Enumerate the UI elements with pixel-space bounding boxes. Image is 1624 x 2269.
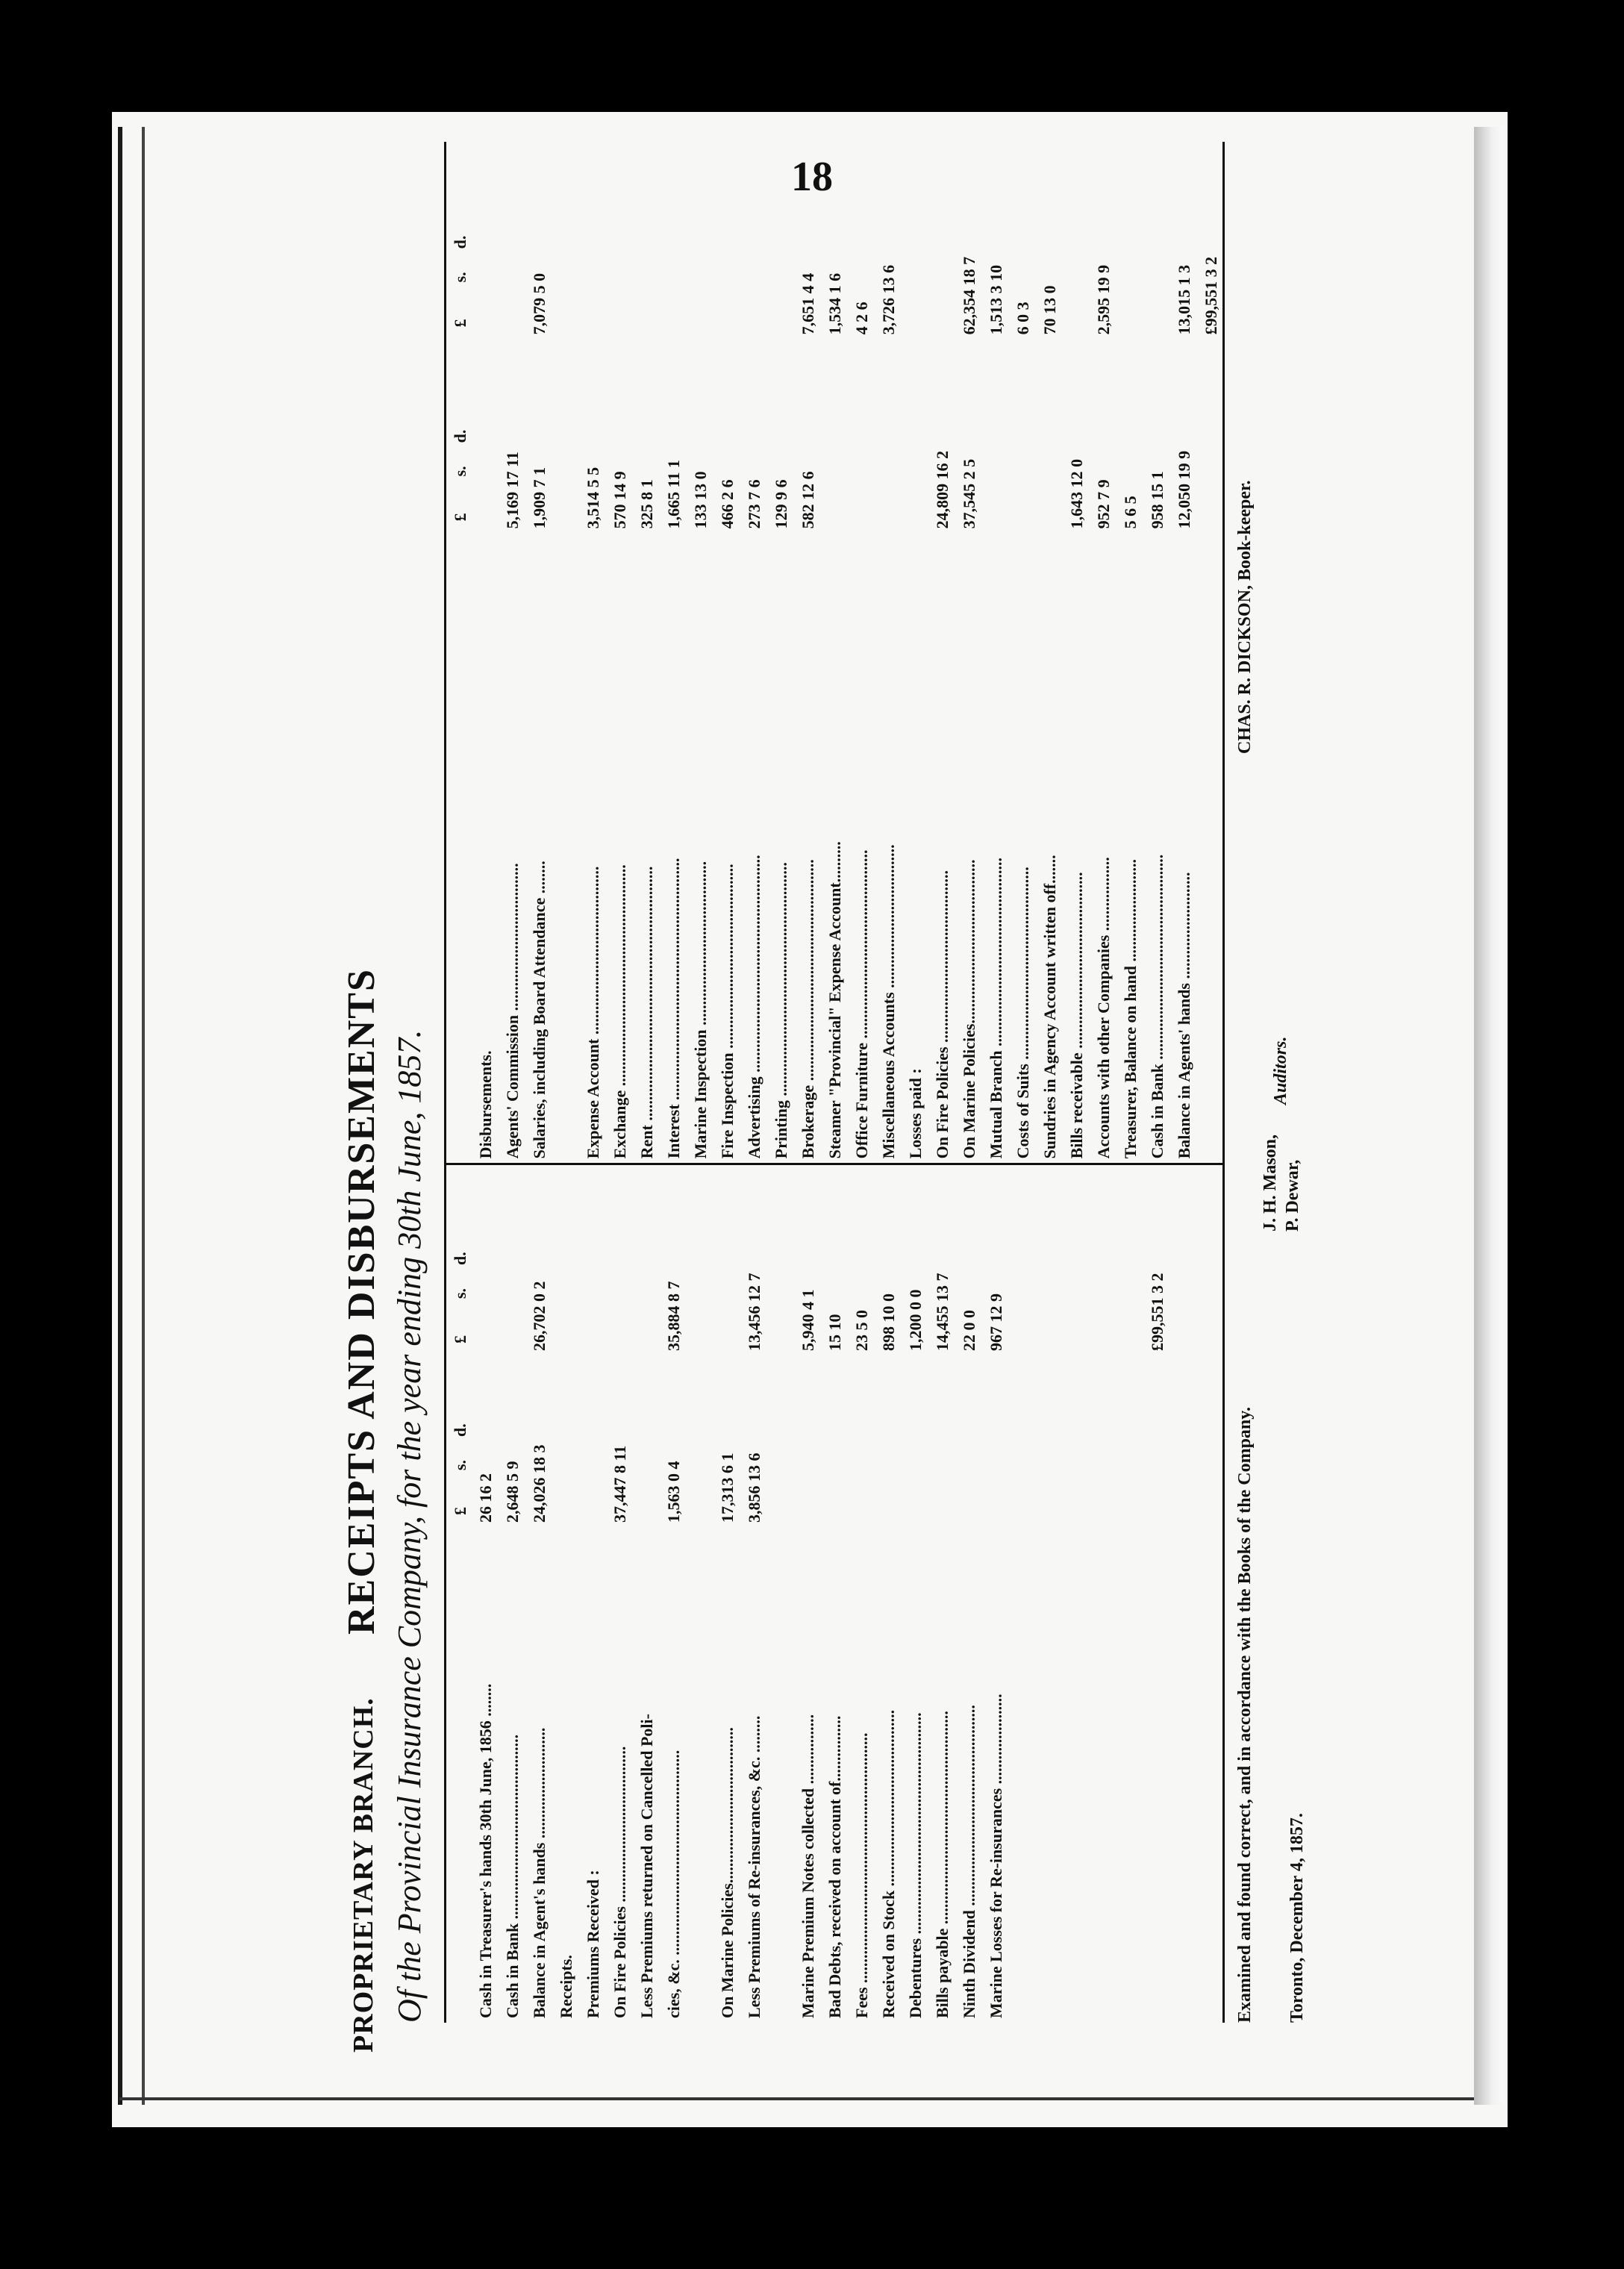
ledger-row [1094, 142, 1116, 1163]
ledger-row [799, 142, 821, 1163]
row-label: Marine Premium Notes collected ................. [799, 1714, 817, 2018]
ledger-row [1121, 142, 1143, 1163]
ledger-row [772, 1165, 794, 2023]
row-label: Mutual Branch .............................................. [987, 858, 1005, 1159]
amount-inner: 952 7 9 [1094, 479, 1113, 529]
row-label: Accounts with other Companies .................. [1094, 857, 1113, 1159]
row-label: cies, &c. .................................................. [664, 1750, 683, 2018]
amount-inner: 129 9 6 [772, 479, 790, 529]
ledger-row [960, 142, 982, 1163]
auditor-dewar: P. Dewar, [1283, 1159, 1302, 1232]
ledger-row [530, 1165, 552, 2023]
amount-total: 2,595 19 9 [1094, 264, 1113, 335]
amount-total: 5,940 4 1 [799, 1289, 817, 1351]
column-heading: £ [451, 1335, 469, 1343]
row-label: Steamer "Provincial" Expense Account.......... [825, 841, 844, 1159]
row-label: Rent .............................................................. [637, 866, 656, 1159]
row-label: Cash in Bank ............................................. [503, 1734, 522, 2018]
ledger-row [879, 142, 902, 1163]
row-label: Received on Stock ........................................... [879, 1709, 898, 2018]
amount-inner: 582 12 6 [799, 471, 817, 529]
ledger-row [987, 1165, 1009, 2023]
column-heading: d. [451, 429, 469, 443]
row-label: Balance in Agent's hands ........................... [530, 1727, 549, 2018]
amount-inner: 570 14 9 [610, 471, 629, 529]
row-label: Miscellaneous Accounts ................................... [879, 844, 898, 1159]
amount-total: 967 12 9 [987, 1293, 1005, 1351]
row-label: Agents' Commission .................................... [503, 863, 522, 1159]
row-label: Cash in Bank .................................................. [1148, 854, 1167, 1159]
ledger-row [1175, 142, 1197, 1163]
place-and-date: Toronto, December 4, 1857. [1287, 1813, 1307, 2023]
page-binding-edge [118, 127, 145, 2105]
ledger-row [637, 142, 660, 1163]
amount-total: 898 10 0 [879, 1293, 898, 1351]
ledger-row [610, 142, 633, 1163]
ledger-row [584, 142, 606, 1163]
amount-total: 13,456 12 7 [745, 1273, 763, 1351]
ledger-row [879, 1165, 902, 2023]
ledger-row [637, 1165, 660, 2023]
ledger-row [1148, 1165, 1170, 2023]
amount-total: 7,651 4 4 [799, 272, 817, 335]
ledger-row [530, 142, 552, 1163]
page-number: 18 [791, 154, 833, 200]
amount-inner: 24,026 18 3 [530, 1444, 549, 1523]
ledger-row [852, 142, 875, 1163]
row-label: Treasurer, Balance on hand ......................... [1121, 859, 1140, 1159]
signature-block [1235, 142, 1355, 2023]
ledger-row [1040, 1165, 1063, 2023]
row-label: On Fire Policies ...................................... [610, 1746, 629, 2018]
ledger-row [610, 1165, 633, 2023]
ledger-row [664, 1165, 687, 2023]
statement-title: RECEIPTS AND DISBURSEMENTS [340, 968, 383, 1635]
amount-inner: 273 7 6 [745, 479, 763, 529]
amount-inner: 37,447 8 11 [610, 1445, 629, 1523]
amount-total: 1,200 0 0 [906, 1289, 925, 1351]
amount-inner: 24,809 16 2 [933, 450, 952, 529]
branch-heading: PROPRIETARY BRANCH. [348, 1697, 379, 2053]
receipts-column [446, 1163, 1222, 2023]
row-label: Advertising ..................................................... [745, 855, 763, 1159]
row-label: Bad Debts, received on account of................ [825, 1715, 844, 2018]
row-label: Fees ............................................................. [852, 1732, 871, 2018]
ledger-row [772, 142, 794, 1163]
ledger-row [1067, 1165, 1090, 2023]
row-label: Expense Account ......................................... [584, 866, 602, 1159]
row-label: Marine Losses for Re-insurances ...................... [987, 1694, 1005, 2018]
amount-inner: 17,313 6 1 [718, 1452, 737, 1523]
column-heading: £ [451, 1507, 469, 1515]
amount-inner: 3,856 13 6 [745, 1452, 763, 1523]
amount-inner: 1,643 12 0 [1067, 458, 1086, 529]
statement-subtitle: Of the Provincial Insurance Company, for the year ending 30th June, 1857. [391, 1029, 428, 2023]
ledger-row [745, 142, 767, 1163]
column-heading: d. [451, 235, 469, 249]
amount-inner: 26 16 2 [476, 1473, 495, 1523]
ledger-row [691, 1165, 713, 2023]
ledger-row [584, 1165, 606, 2023]
ledger-row [1202, 142, 1224, 1163]
ledger-row [799, 1165, 821, 2023]
ledger-row [476, 1165, 499, 2023]
ledger-row [852, 1165, 875, 2023]
ledger-row [557, 1165, 579, 2023]
row-label: Bills receivable ........................................... [1067, 872, 1086, 1159]
ledger-row [718, 142, 740, 1163]
amount-inner: 2,648 5 9 [503, 1461, 522, 1523]
row-label: Ninth Dividend ................................................. [960, 1705, 978, 2018]
amount-total: 35,884 8 7 [664, 1281, 683, 1351]
ledger-row [1014, 142, 1036, 1163]
row-label: On Fire Policies .......................................... [933, 870, 952, 1159]
ledger-table [444, 142, 1225, 2023]
row-label: Receipts. [557, 1955, 575, 2018]
row-label: Less Premiums of Re-insurances, &c. ......... [745, 1715, 763, 2018]
amount-total: £99,551 3 2 [1148, 1273, 1167, 1351]
row-label: Fire Inspection ............................................. [718, 864, 737, 1159]
ledger-row [960, 1165, 982, 2023]
column-heading: s. [451, 466, 469, 477]
amount-inner: 466 2 6 [718, 479, 737, 529]
ledger-row [718, 1165, 740, 2023]
ledger-row [933, 142, 955, 1163]
row-label: Office Furniture .............................................. [852, 849, 871, 1159]
row-label: Debentures ...................................................... [906, 1712, 925, 2018]
page-bottom-edge [119, 2097, 1500, 2106]
row-label: Printing ......................................................... [772, 862, 790, 1159]
amount-inner: 133 13 0 [691, 471, 710, 529]
ledger-row [1121, 1165, 1143, 2023]
amount-inner: 37,545 2 5 [960, 458, 978, 529]
amount-total: 6 0 3 [1014, 302, 1032, 335]
auditors-label: Auditors. [1271, 1036, 1290, 1105]
amount-total: 3,726 13 6 [879, 264, 898, 335]
row-label: Disbursements. [476, 1050, 495, 1159]
row-label: Sundries in Agency Account written off....... [1040, 855, 1059, 1159]
row-label: Less Premiums returned on Cancelled Poli- [637, 1714, 656, 2018]
ledger-row [906, 1165, 928, 2023]
amount-inner: 325 8 1 [637, 479, 656, 529]
ledger-row [503, 142, 525, 1163]
amount-total: £99,551 3 2 [1202, 256, 1220, 335]
ledger-row [557, 142, 579, 1163]
row-label: Losses paid : [906, 1068, 925, 1159]
column-heading: £ [451, 319, 469, 328]
column-heading: s. [451, 1459, 469, 1470]
amount-inner: 5,169 17 11 [503, 452, 522, 529]
amount-inner: 958 15 1 [1148, 471, 1167, 529]
column-heading: s. [451, 272, 469, 283]
column-heading: d. [451, 1252, 469, 1265]
auditor-mason: J. H. Mason, [1261, 1134, 1280, 1232]
amount-total: 23 5 0 [852, 1310, 871, 1351]
amount-total: 1,513 3 10 [987, 264, 1005, 335]
amount-total: 13,015 1 3 [1175, 264, 1193, 335]
ledger-row [745, 1165, 767, 2023]
row-label: Marine Inspection ........................................ [691, 861, 710, 1159]
column-heading: s. [451, 1288, 469, 1299]
row-label: Exchange ...................................................... [610, 864, 629, 1159]
column-heading: d. [451, 1423, 469, 1437]
ledger-row [476, 142, 499, 1163]
ledger-row [1067, 142, 1090, 1163]
amount-total: 62,354 18 7 [960, 256, 978, 335]
amount-total: 15 10 [825, 1314, 844, 1351]
page-fold-shadow [1474, 127, 1504, 2105]
ledger-row [1094, 1165, 1116, 2023]
amount-inner: 5 6 5 [1121, 496, 1140, 529]
row-label: Brokerage ...................................................... [799, 859, 817, 1159]
amount-inner: 1,909 7 1 [530, 466, 549, 529]
amount-total: 70 13 0 [1040, 285, 1059, 335]
row-label: Balance in Agents' hands .......................... [1175, 872, 1193, 1159]
ledger-row [1148, 142, 1170, 1163]
amount-inner: 3,514 5 5 [584, 466, 602, 529]
amount-total: 26,702 0 2 [530, 1281, 549, 1351]
ledger-row [1014, 1165, 1036, 2023]
amount-inner: 1,563 0 4 [664, 1461, 683, 1523]
amount-total: 7,079 5 0 [530, 272, 549, 335]
row-label: Cash in Treasurer's hands 30th June, 1856 ........ [476, 1683, 495, 2018]
row-label: Interest ........................................................... [664, 858, 683, 1159]
ledger-row [825, 1165, 848, 2023]
amount-total: 22 0 0 [960, 1310, 978, 1351]
amount-inner: 1,665 11 1 [664, 460, 683, 529]
row-label: On Marine Policies........................................ [960, 859, 978, 1159]
ledger-row [503, 1165, 525, 2023]
column-heading: £ [451, 513, 469, 522]
row-label: Premiums Received : [584, 1870, 602, 2018]
ledger-row [691, 142, 713, 1163]
rotated-statement [340, 127, 1362, 2053]
examined-statement: Examined and found correct, and in accordance with the Books of the Company. [1235, 1407, 1255, 2023]
ledger-row [906, 142, 928, 1163]
disbursements-column [446, 142, 1222, 1163]
row-label: Costs of Suits ............................................... [1014, 867, 1032, 1159]
row-label: Salaries, including Board Attendance ........ [530, 861, 549, 1159]
amount-inner: 12,050 19 9 [1175, 450, 1193, 529]
amount-total: 4 2 6 [852, 302, 871, 335]
row-label: On Marine Policies...................................... [718, 1727, 737, 2018]
ledger-row [933, 1165, 955, 2023]
amount-total: 1,534 1 6 [825, 272, 844, 335]
ledger-row [825, 142, 848, 1163]
bookkeeper-signature: CHAS. R. DICKSON, Book-keeper. [1235, 480, 1255, 754]
ledger-row [1040, 142, 1063, 1163]
ledger-row [987, 142, 1009, 1163]
row-label: Bills payable .................................................... [933, 1711, 952, 2018]
ledger-row [664, 142, 687, 1163]
amount-total: 14,455 13 7 [933, 1273, 952, 1351]
